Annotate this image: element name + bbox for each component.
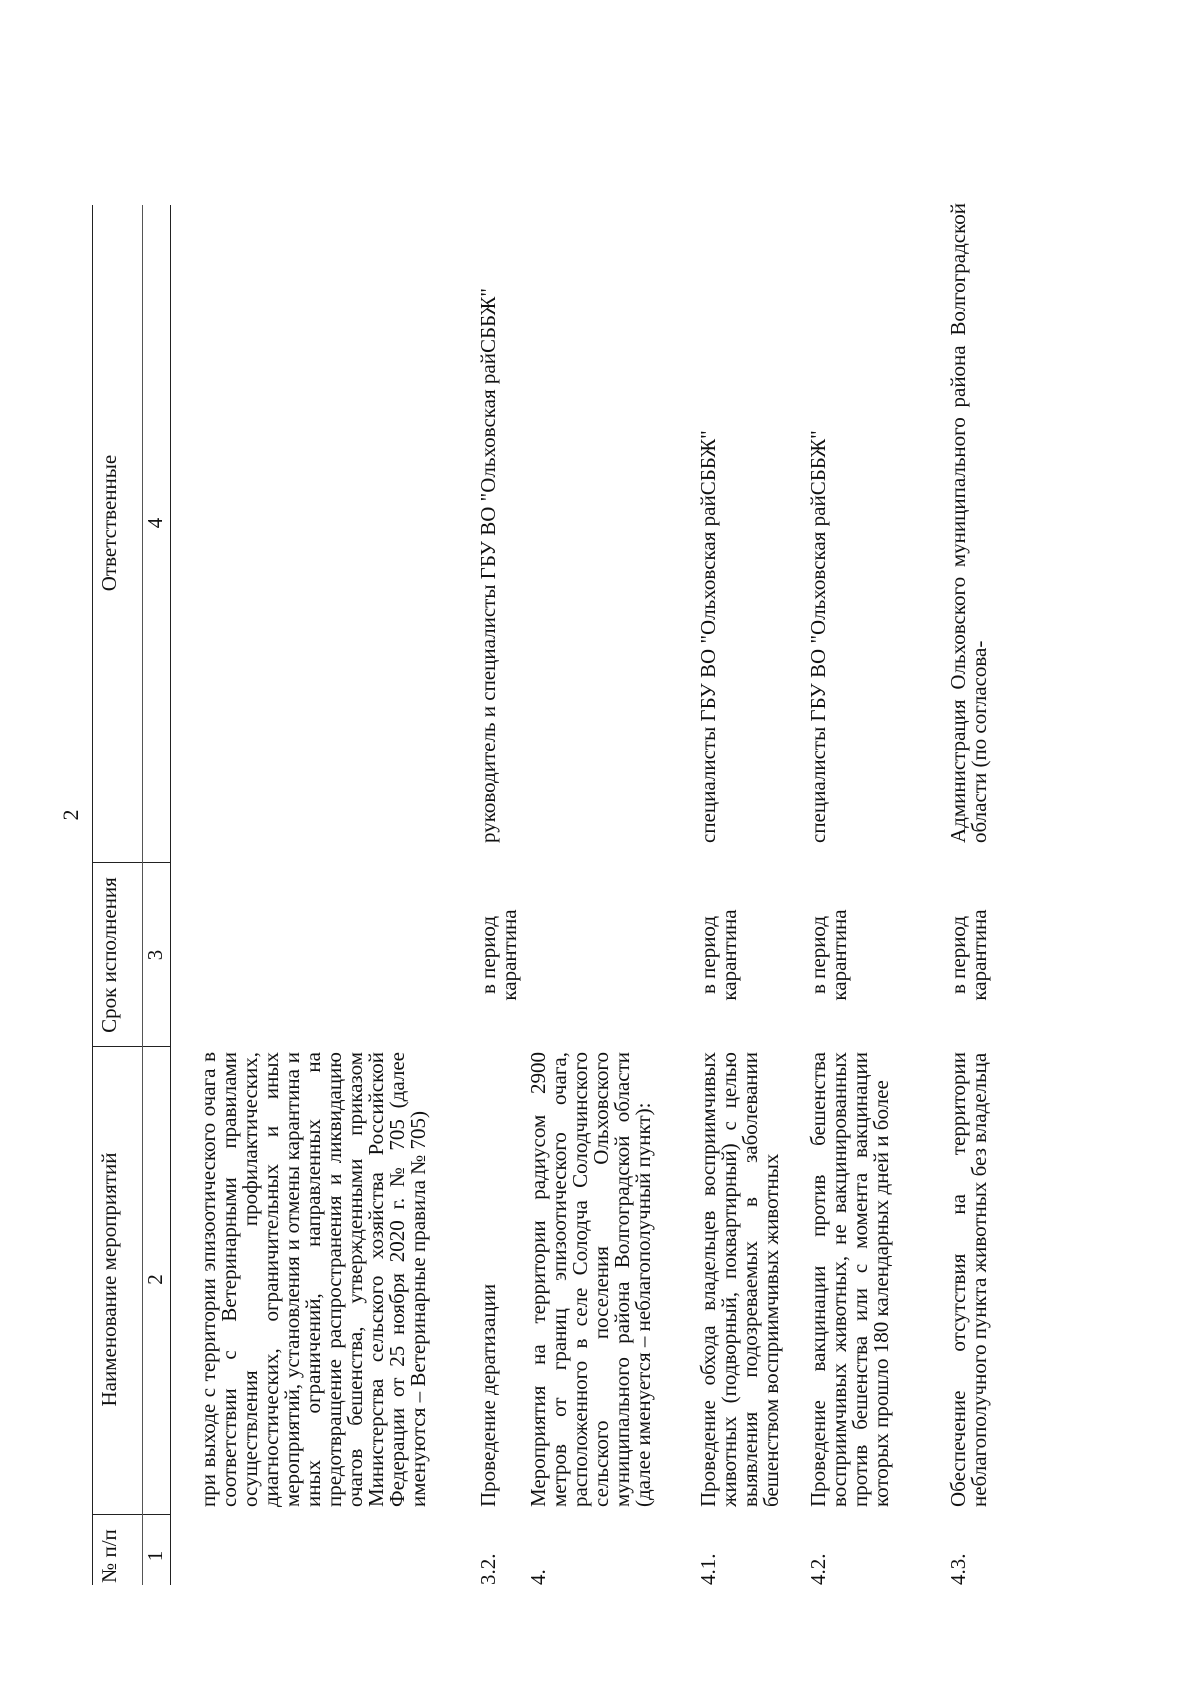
row-name: Проведение вакцинации против бешенства восприимчивых животных, не вакцинированных против бешенства или с момента вакцинации которых прошло 180 календарных дней и более bbox=[806, 1052, 893, 1507]
row-term: в период карантина bbox=[696, 909, 741, 1001]
rotated-document-page bbox=[30, 45, 1170, 1585]
row-name: при выходе с территории эпизоотического очага в соответствии с Ветеринарными правилами осуществления профилактических, диагностических, ограничительных и иных мероприятий, установления и отмены карантина и иных ограничений, направленных на предотвращение распространения и ликвидацию очагов бешенства, утвержденными приказом Министерства сельского хозяйства Российской Федерации от 25 ноября 2020 г. № 705 (далее именуются – Ветеринарные правила № 705) bbox=[196, 1052, 430, 1507]
row-name: Проведение обхода владельцев восприимчивых животных (подворный, поквартирный) с целью выявления подозреваемых в заболевании бешенством восприимчивых животных bbox=[696, 1052, 783, 1507]
row-number: 4. bbox=[526, 1569, 550, 1585]
table-divider bbox=[142, 205, 143, 1585]
header-col-name: Наименование мероприятий 2 bbox=[97, 1152, 167, 1407]
table-divider bbox=[92, 1046, 170, 1047]
row-responsible: руководитель и специалисты ГБУ ВО "Ольховская райСББЖ" bbox=[476, 288, 500, 843]
row-term: в период карантина bbox=[806, 909, 851, 1001]
row-name: Проведение дератизации bbox=[476, 1283, 500, 1507]
row-term: в период карантина bbox=[946, 909, 991, 1001]
row-number: 4.1. bbox=[696, 1553, 720, 1585]
row-number: 4.3. bbox=[946, 1553, 970, 1585]
row-name: Мероприятия на территории радиусом 2900 метров от границ эпизоотического очага, расположенного в селе Солодча Солодчинского сельского поселения Ольховского муниципального района Волгоградской области (далее именуется – неблагополучный пункт): bbox=[526, 1052, 655, 1507]
row-number: 4.2. bbox=[806, 1553, 830, 1585]
row-term: в период карантина bbox=[476, 909, 521, 1001]
page-number: 2 bbox=[58, 809, 83, 821]
header-col-number: № п/п 1 bbox=[97, 1529, 167, 1583]
table-header bbox=[92, 205, 171, 1585]
row-responsible: Администрация Ольховского муниципального района Волгоградской области (по согласова- bbox=[946, 203, 991, 843]
table-divider bbox=[170, 205, 171, 1585]
table-divider bbox=[92, 1514, 170, 1515]
row-number: 3.2. bbox=[476, 1553, 500, 1585]
table-divider bbox=[92, 862, 170, 863]
row-responsible: специалисты ГБУ ВО "Ольховская райСББЖ" bbox=[806, 430, 830, 843]
row-responsible: специалисты ГБУ ВО "Ольховская райСББЖ" bbox=[696, 430, 720, 843]
row-name: Обеспечение отсутствия на территории неблагополучного пункта животных без владельца bbox=[946, 1052, 991, 1507]
header-col-term: Срок исполнения 3 bbox=[97, 877, 167, 1033]
header-col-responsible: Ответственные 4 bbox=[97, 454, 167, 592]
